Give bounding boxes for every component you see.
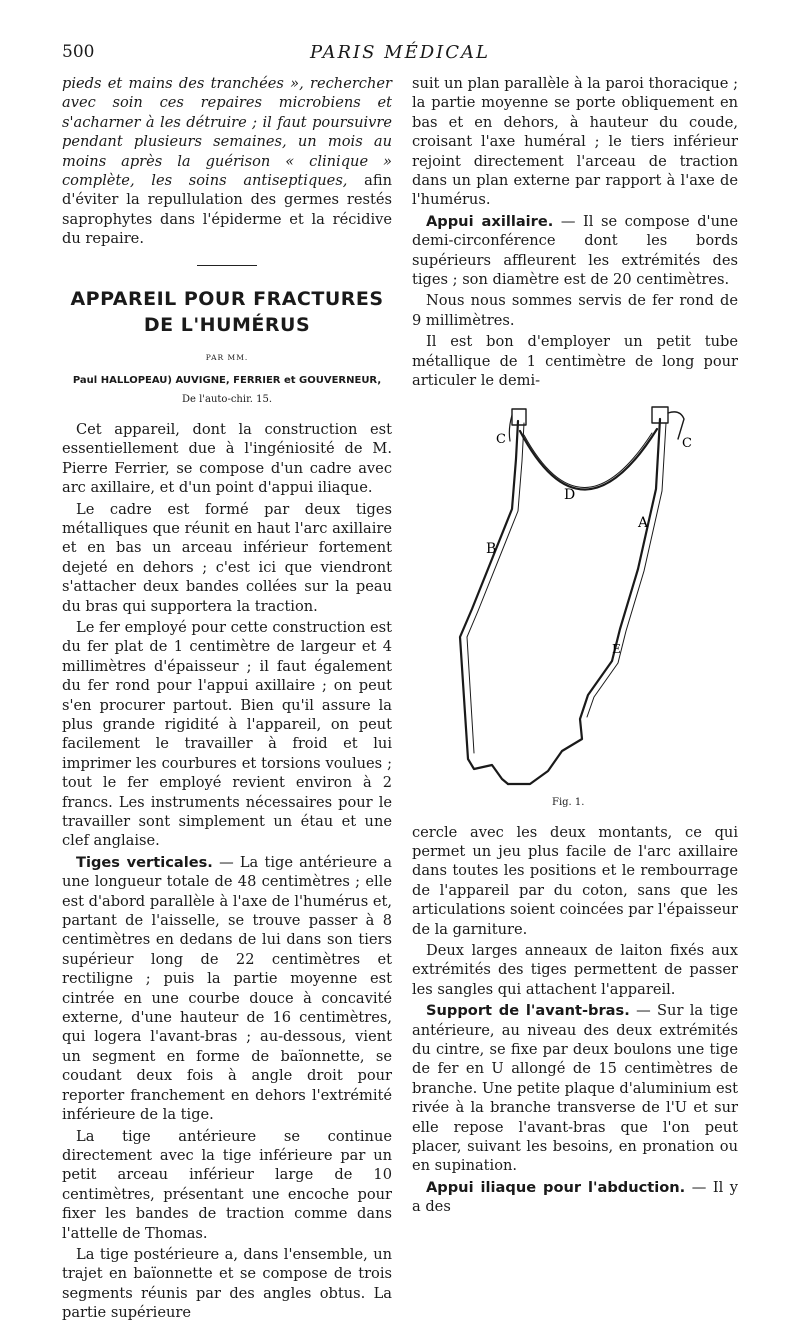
intro-paragraph [62, 74, 392, 249]
axillary-arc-inner [524, 433, 652, 488]
section-divider [197, 265, 257, 266]
paragraph: La tige antérieure se continue directement avec la tige inférieure par un petit arceau inférieur large de 10 centimètres, présentant une encoche pour fixer les bandes de traction comme dans l'attelle de Thomas. [62, 1127, 392, 1242]
label-d: D [564, 486, 576, 503]
paragraph-text: — Il y a des [412, 1178, 738, 1216]
figure-caption: Fig. 1. [552, 796, 585, 808]
paragraph: Nous nous sommes servis de fer rond de 9 millimètres. [412, 292, 738, 329]
paragraph: cercle avec les deux montants, ce qui permet un jeu plus facile de l'arc axillaire dans toutes les positions et le rembourrage de l'appareil par du coton, sans que les articulations soient coincées par l'épaisseur de la garniture. [412, 823, 738, 938]
paragraph [62, 853, 392, 1125]
paragraph-text: — Sur la tige antérieure, au niveau des deux extrémités du cintre, se fixe par deux boulons une tige de fer en U allongé de 15 centimètres de branche. Une petite plaque d'aluminium est rivée à la branche transverse de l'U et sur elle repose l'avant-bras que l'on peut placer, suivant les besoins, en pronation ou en supination. [412, 1002, 738, 1175]
label-e: E [612, 641, 621, 656]
strap-right [668, 411, 684, 438]
paragraph: Cet appareil, dont la construction est essentiellement due à l'ingéniosité de M. Pierre Ferrier, se compose d'un cadre avec arc axillaire, et d'un point d'appui iliaque. [62, 420, 392, 497]
paragraph: La tige postérieure a, dans l'ensemble, un trajet en baïonnette et se compose de trois segments réunis par des angles obtus. La partie supérieure [62, 1245, 392, 1322]
axillary-arc [520, 429, 657, 490]
paragraph: Deux larges anneaux de laiton fixés aux extrémités des tiges permettent de passer les sangles qui attachent l'appareil. [412, 941, 738, 998]
paragraph: Le cadre est formé par deux tiges métalliques que réunit en haut l'arc axillaire et en bas un arceau inférieur fortement dejeté en dehors ; c'est ici que viendront s'attacher deux bandes collées sur la peau du bras qui supportera la traction. [62, 500, 392, 615]
byline: PAR MM. [205, 352, 249, 362]
paragraph: Il est bon d'employer un petit tube métallique de 1 centimètre de long pour articuler le demi- [412, 333, 738, 390]
label-c-left: C [496, 431, 506, 447]
intro-italic: pieds et mains des tranchées », rechercher avec soin ces repaires microbiens et s'acharner à les détruire ; il faut poursuivre pendant plusieurs semaines, un mois au moins après la guérison « clinique » complète, les soins antiseptiques, [62, 75, 392, 190]
apparatus-diagram [412, 399, 738, 819]
intro-normal: afin d'éviter la repullulation des germes restés saprophytes dans l'épiderme et la récidive du repaire. [62, 172, 392, 248]
left-column [62, 74, 392, 1325]
anterior-rod [508, 419, 660, 784]
authors: Paul HALLOPEAU) AUVIGNE, FERRIER et GOUVERNEUR, [72, 375, 382, 387]
paragraph [412, 1001, 738, 1176]
page-number: 500 [62, 42, 95, 62]
paragraph-text: — Il se compose d'une demi-circonférence dont les bords supérieurs affleurent les extrémités des tiges ; son diamètre est de 20 centimètres. [412, 212, 739, 289]
figure-1 [412, 399, 738, 819]
paragraph: suit un plan parallèle à la paroi thoracique ; la partie moyenne se porte obliquement en bas et en dehors, à hauteur du coude, croisant l'axe huméral ; le tiers inférieur rejoint directement l'arceau de traction dans un plan externe par rapport à l'axe de l'humérus. [412, 75, 738, 209]
section-heading: Appui axillaire. [426, 212, 554, 230]
paragraph [412, 212, 738, 290]
label-a: A [638, 514, 649, 531]
right-column [412, 74, 738, 1219]
section-heading: Support de l'avant-bras. [426, 1002, 630, 1020]
strap-left [509, 415, 512, 441]
article-title: APPAREIL POUR FRACTURES DE L'HUMÉRUS [70, 287, 384, 336]
label-c-right: C [682, 435, 692, 451]
label-b: B [486, 540, 497, 557]
source-note: De l'auto-chir. 15. [181, 394, 273, 406]
page-header [62, 42, 738, 66]
paragraph: Le fer employé pour cette construction est du fer plat de 1 centimètre de largeur et 4 millimètres d'épaisseur ; il faut également du fer rond pour l'appui axillaire ; on peut s'en procurer partout. Bien qu'il assure la plus grande rigidité à l'appareil, on peut facilement le travailler à froid et lui imprimer les courbures et torsions voulues ; tout le fer employé revient environ à 2 francs. Les instruments nécessaires pour le travailler sont simplement un étau et une clef anglaise. [62, 618, 392, 850]
section-heading: Appui iliaque pour l'abduction. [426, 1178, 686, 1196]
posterior-rod [460, 421, 518, 784]
paragraph-text: — La tige antérieure a une longueur totale de 48 centimètres ; elle est d'abord parallèle à l'axe de l'humérus et, partant de l'aisselle, se trouve passer à 8 centimètres en dedans de lui dans son tiers supérieur long de 22 centimètres et rectiligne ; puis la partie moyenne est cintrée en une courbe douce à concavité externe, d'une hauteur de 16 centimètres, qui logera l'avant-bras ; au-dessous, vient un segment en forme de baïonnette, se coudant deux fois à angle droit pour reporter franchement en dehors l'extrémité inférieure de la tige. [62, 853, 392, 1124]
journal-title: PARIS MÉDICAL [309, 42, 490, 63]
paragraph [412, 1178, 738, 1217]
section-heading: Tiges verticales. [76, 853, 213, 871]
